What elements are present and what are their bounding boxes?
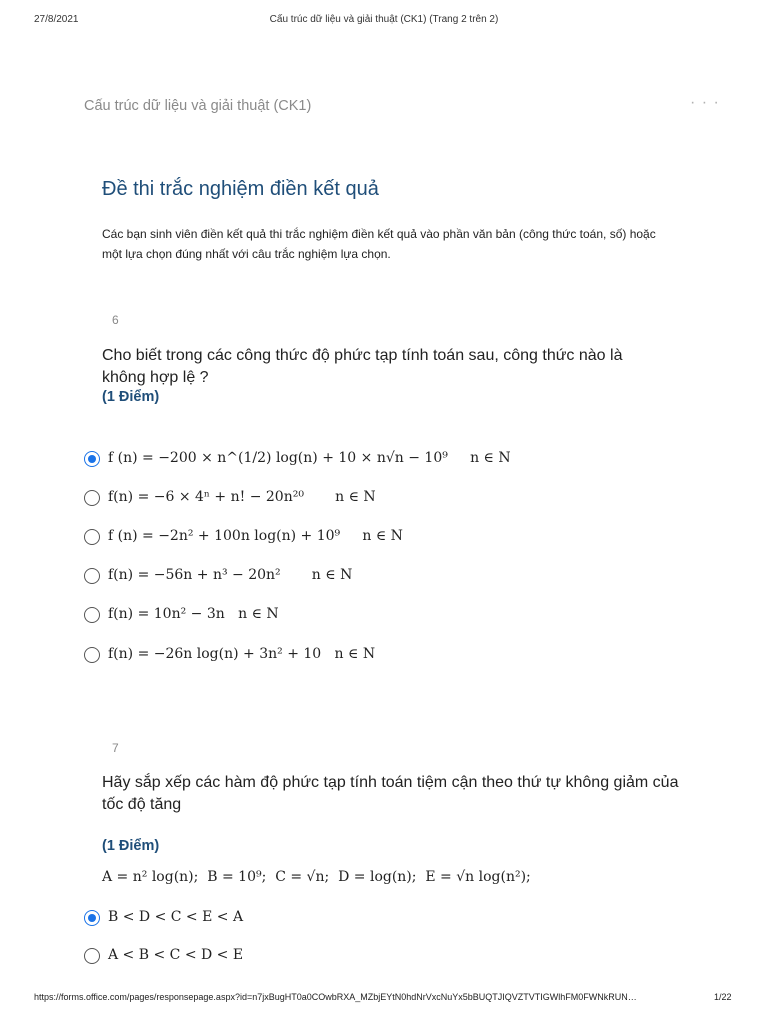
question-number: 6 <box>112 313 119 327</box>
section-description: Các bạn sinh viên điền kết quả thi trắc nghiệm điền kết quả vào phần văn bản (công thức toán, số) hoặc một lựa chọn đúng nhất với câu trắc nghiệm lựa chọn. <box>102 227 656 261</box>
question-number: 7 <box>112 741 119 755</box>
answer-option[interactable] <box>84 528 684 550</box>
radio-button-selected[interactable] <box>84 910 100 926</box>
answer-option[interactable] <box>84 567 684 589</box>
option-label: f(n) = −6 × 4ⁿ + n! − 20n²⁰ n ∈ N <box>108 489 376 505</box>
print-title: Cấu trúc dữ liệu và giải thuật (CK1) (Trang 2 trên 2) <box>269 14 499 25</box>
form-header <box>0 96 768 120</box>
radio-button[interactable] <box>84 490 100 506</box>
answer-option[interactable] <box>84 646 684 668</box>
question-text: Hãy sắp xếp các hàm độ phức tạp tính toán tiệm cận theo thứ tự không giảm của tốc độ tăng <box>102 774 679 813</box>
option-label: f(n) = −26n log(n) + 3n² + 10 n ∈ N <box>108 646 376 662</box>
option-label: f (n) = −2n² + 100n log(n) + 10⁹ n ∈ N <box>108 528 403 544</box>
form-title: Cấu trúc dữ liệu và giải thuật (CK1) <box>84 98 312 114</box>
question-points: (1 Điểm) <box>102 838 160 854</box>
answer-option[interactable] <box>84 489 684 511</box>
answer-option[interactable] <box>84 909 684 931</box>
question-points: (1 Điểm) <box>102 389 160 405</box>
print-date: 27/8/2021 <box>34 14 79 25</box>
radio-button-selected[interactable] <box>84 451 100 467</box>
question-formula: A = n² log(n); B = 10⁹; C = √n; D = log(n); E = √n log(n²); <box>102 869 531 885</box>
answer-option[interactable] <box>84 947 684 969</box>
more-options-icon[interactable]: · · · <box>690 94 720 111</box>
print-footer <box>0 990 768 1010</box>
section-title: Đề thi trắc nghiệm điền kết quả <box>102 178 379 200</box>
option-label: f (n) = −200 × n^(1/2) log(n) + 10 × n√n − 10⁹ n ∈ N <box>108 450 511 466</box>
print-header <box>0 0 768 30</box>
radio-button[interactable] <box>84 607 100 623</box>
radio-button[interactable] <box>84 529 100 545</box>
answer-option[interactable] <box>84 450 684 472</box>
option-label: f(n) = −56n + n³ − 20n² n ∈ N <box>108 567 353 583</box>
radio-button[interactable] <box>84 647 100 663</box>
radio-button[interactable] <box>84 948 100 964</box>
question-text: Cho biết trong các công thức độ phức tạp tính toán sau, công thức nào là không hợp lệ ? <box>102 347 623 386</box>
option-label: A < B < C < D < E <box>108 947 244 963</box>
option-label: B < D < C < E < A <box>108 909 244 925</box>
radio-button[interactable] <box>84 568 100 584</box>
option-label: f(n) = 10n² − 3n n ∈ N <box>108 606 279 622</box>
page-url: https://forms.office.com/pages/responsepage.aspx?id=n7jxBugHT0a0COwbRXA_MZbjEYtN0hdNrVxcNuYx5bBUQTJIQVZTVTIGWlhFM0FWNkRUN… <box>34 992 637 1002</box>
page-counter: 1/22 <box>714 992 732 1002</box>
answer-option[interactable] <box>84 606 684 628</box>
